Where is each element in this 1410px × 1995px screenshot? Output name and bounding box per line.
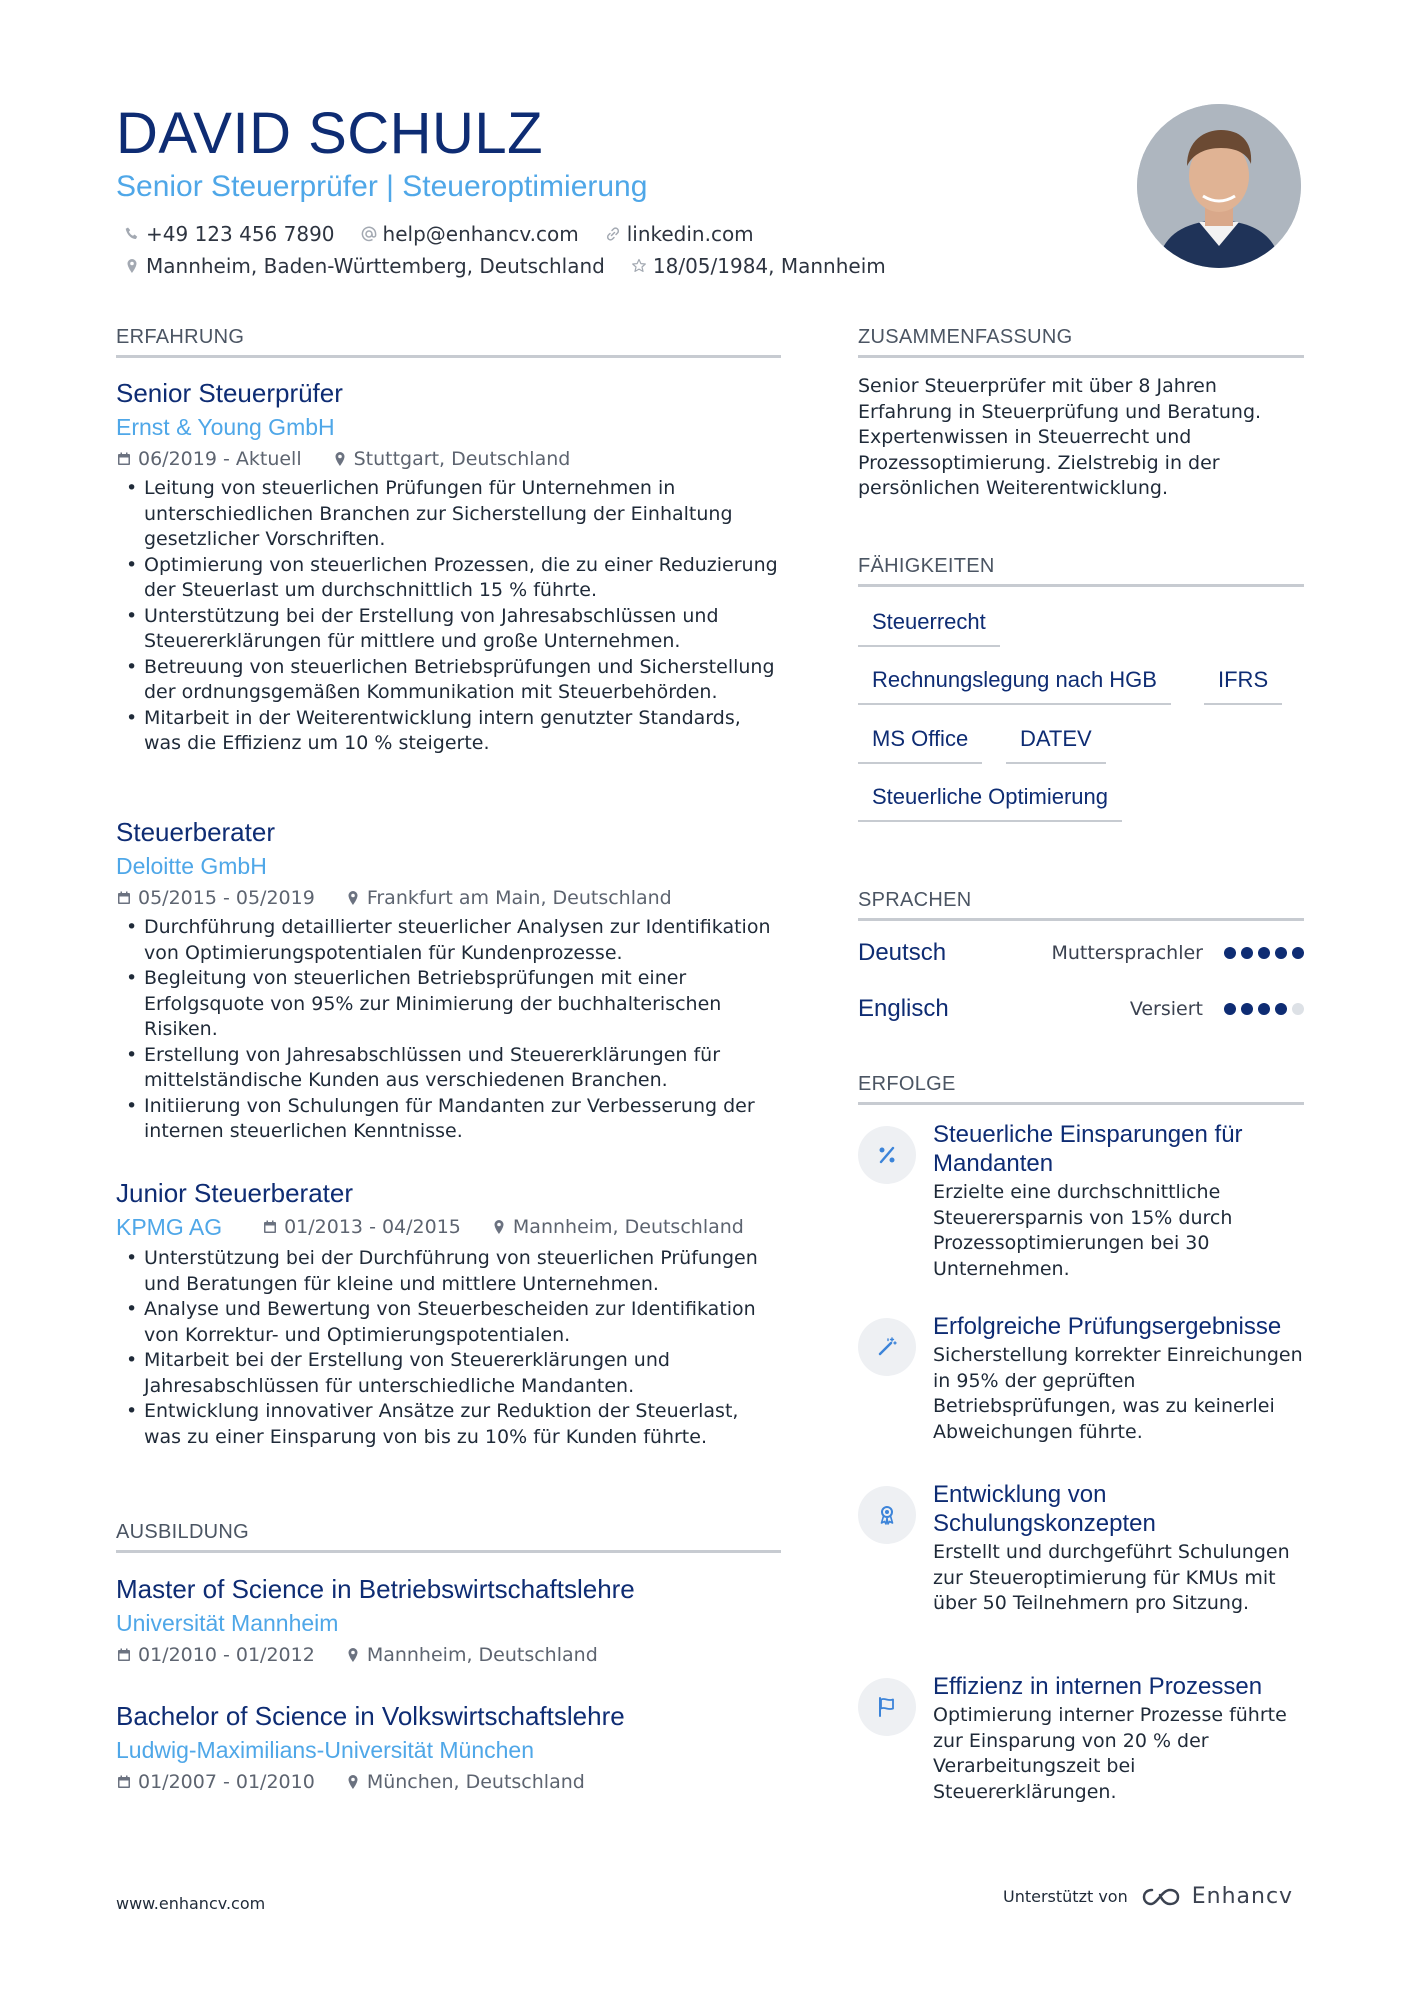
skill-tag: Rechnungslegung nach HGB [858,665,1171,705]
job-location [491,1212,744,1242]
job-location [332,444,571,474]
footer-powered-by[interactable] [1003,1884,1293,1909]
location-pin-icon [345,1647,361,1663]
language-level: Versiert [1129,998,1203,1020]
job-bullet: • Unterstützung bei der Durchführung von steuerlichen Prüfungen und Beratungen für kleine und mittlere Unternehmen. [116,1246,781,1297]
phone-icon [124,226,140,242]
job-dates [116,444,302,474]
phone-text: +49 123 456 7890 [146,222,335,246]
section-title-languages: SPRACHEN [858,889,1304,921]
job-bullet: • Unterstützung bei der Erstellung von Jahresabschlüssen und Steuererklärungen für mittlere und große Unternehmen. [116,604,781,655]
job-bullet: • Erstellung von Jahresabschlüssen und Steuererklärungen für mittelständische Kunden aus verschiedenen Branchen. [116,1043,781,1094]
skill-tag: Steuerrecht [858,607,1000,647]
job-bullet: • Initiierung von Schulungen für Mandanten zur Verbesserung der internen steuerlichen Kenntnisse. [116,1094,781,1145]
brand-name: Enhancv [1191,1884,1294,1909]
achievement-item [858,1480,1304,1617]
percent-icon [876,1144,898,1166]
avatar [1137,104,1301,268]
calendar-icon [116,1647,132,1663]
location-pin-icon [491,1219,507,1235]
section-title-experience: ERFAHRUNG [116,326,781,358]
job-bullet: • Mitarbeit bei der Erstellung von Steuererklärungen und Jahresabschlüssen für unterschiedliche Mandanten. [116,1348,781,1399]
achievement-desc: Erstellt und durchgeführt Schulungen zur Steueroptimierung für KMUs mit über 50 Teilnehmern pro Sitzung. [933,1541,1290,1614]
achievement-item [858,1312,1304,1445]
job-meta [116,883,781,913]
edu-dates [116,1640,315,1670]
magic-wand-icon [876,1336,898,1358]
job-role: Junior Steuerberater [116,1178,354,1208]
location-pin-icon [345,890,361,906]
job-location-text: Stuttgart, Deutschland [353,448,571,470]
footer-powered-text: Unterstützt von [1003,1887,1128,1906]
contact-birth [631,254,886,278]
edu-location [345,1640,598,1670]
rating-dot-filled [1241,1003,1253,1015]
rating-dot-filled [1292,947,1304,959]
contact-row-1 [124,222,780,246]
experience-item [116,1176,781,1450]
job-bullet: • Mitarbeit in der Weiterentwicklung intern genutzter Standards, was die Effizienz um 10 % steigerte. [116,706,781,757]
contact-email[interactable] [361,222,579,246]
achievement-icon-wrap [858,1318,916,1376]
contact-location [124,254,605,278]
rating-dot-filled [1258,947,1270,959]
achievement-icon-wrap [858,1678,916,1736]
job-dates-text: 01/2013 - 04/2015 [284,1216,461,1238]
education-item [116,1572,781,1670]
job-dates-text: 06/2019 - Aktuell [138,448,302,470]
achievement-icon-wrap [858,1126,916,1184]
job-meta [262,1212,744,1242]
education-item [116,1699,781,1797]
job-location-text: Frankfurt am Main, Deutschland [366,887,672,909]
skill-tag: MS Office [858,724,982,764]
language-rating [1219,1003,1304,1015]
edu-school[interactable]: Ludwig-Maximilians-Universität München [116,1737,534,1763]
location-pin-icon [124,258,140,274]
job-location [345,883,672,913]
calendar-icon [116,890,132,906]
edu-dates-text: 01/2007 - 01/2010 [138,1771,315,1793]
summary-text: Senior Steuerprüfer mit über 8 Jahren Erfahrung in Steuerprüfung und Beratung. Expertenwissen in Steuerrecht und Prozessoptimierung. Zielstrebig in der persönlichen Weiterentwicklung. [858,375,1262,499]
job-bullet: • Durchführung detaillierter steuerlicher Analysen zur Identifikation von Optimierungspotentialen für Kundenprozesse. [116,915,781,966]
email-text: help@enhancv.com [382,222,579,246]
job-location-text: Mannheim, Deutschland [512,1216,744,1238]
link-icon [605,226,621,242]
calendar-icon [116,451,132,467]
rating-dot-empty [1292,1003,1304,1015]
job-dates [262,1212,461,1242]
achievement-title: Steuerliche Einsparungen für Mandanten [933,1121,1243,1177]
job-meta [116,444,781,474]
achievement-item [858,1120,1304,1282]
language-rating [1219,947,1304,959]
edu-location-text: Mannheim, Deutschland [366,1644,598,1666]
candidate-headline: Senior Steuerprüfer | Steueroptimierung [116,170,648,203]
job-dates [116,883,315,913]
link-text: linkedin.com [626,222,754,246]
achievement-title: Effizienz in internen Prozessen [933,1673,1263,1700]
brand-logo [1140,1884,1293,1909]
language-item [858,939,1304,967]
job-role: Senior Steuerprüfer [116,378,343,408]
flag-icon [876,1696,898,1718]
calendar-icon [116,1774,132,1790]
job-bullet: • Begleitung von steuerlichen Betriebsprüfungen mit einer Erfolgsquote von 95% zur Minimierung der buchhalterischen Risiken. [116,966,781,1043]
infinity-logo-icon [1140,1885,1186,1909]
rating-dot-filled [1275,1003,1287,1015]
award-icon [876,1504,898,1526]
job-dates-text: 05/2015 - 05/2019 [138,887,315,909]
footer-website[interactable]: www.enhancv.com [116,1894,266,1913]
language-name: Englisch [858,995,949,1022]
job-bullet: • Leitung von steuerlichen Prüfungen für Unternehmen in unterschiedlichen Branchen zur Sicherstellung der Einhaltung gesetzlicher Vorschriften. [116,476,781,553]
skill-tag: IFRS [1204,665,1282,705]
candidate-name: DAVID SCHULZ [116,101,544,166]
job-bullet: • Betreuung von steuerlichen Betriebsprüfungen und Sicherstellung der ordnungsgemäßen Kommunikation mit Steuerbehörden. [116,655,781,706]
job-bullet: • Optimierung von steuerlichen Prozessen, die zu einer Reduzierung der Steuerlast um durchschnittlich 15 % führte. [116,553,781,604]
job-bullet: • Analyse und Bewertung von Steuerbescheiden zur Identifikation von Korrektur- und Optimierungspotentialen. [116,1297,781,1348]
rating-dot-filled [1258,1003,1270,1015]
rating-dot-filled [1241,947,1253,959]
experience-item [116,815,781,1145]
achievement-desc: Optimierung interner Prozesse führte zur Einsparung von 20 % der Verarbeitungszeit bei Steuererklärungen. [933,1704,1287,1803]
contact-phone[interactable] [124,222,335,246]
achievement-desc: Sicherstellung korrekter Einreichungen in 95% der geprüften Betriebsprüfungen, was zu keinerlei Abweichungen führte. [933,1344,1303,1443]
skill-tag: DATEV [1006,724,1106,764]
job-company[interactable]: KPMG AG [116,1214,223,1240]
star-icon [631,258,647,274]
location-pin-icon [345,1774,361,1790]
section-title-achievements: ERFOLGE [858,1073,1304,1105]
edu-location-text: München, Deutschland [366,1771,585,1793]
achievement-desc: Erzielte eine durchschnittliche Steuerersparnis von 15% durch Prozessoptimierungen bei 30 Unternehmen. [933,1181,1233,1280]
edu-location [345,1767,585,1797]
section-title-summary: ZUSAMMENFASSUNG [858,326,1304,358]
achievement-item [858,1672,1304,1805]
job-bullets [116,915,781,1145]
skill-tag: Steuerliche Optimierung [858,782,1122,822]
location-text: Mannheim, Baden-Württemberg, Deutschland [146,254,605,278]
birth-text: 18/05/1984, Mannheim [652,254,886,278]
at-icon [361,226,377,242]
job-company[interactable]: Ernst & Young GmbH [116,414,335,440]
rating-dot-filled [1275,947,1287,959]
achievement-title: Erfolgreiche Prüfungsergebnisse [933,1313,1282,1340]
calendar-icon [262,1219,278,1235]
contact-link[interactable] [605,222,754,246]
edu-dates [116,1767,315,1797]
edu-dates-text: 01/2010 - 01/2012 [138,1644,315,1666]
edu-meta [116,1767,781,1797]
language-item [858,995,1304,1023]
job-company-meta-row [116,1210,781,1244]
location-pin-icon [332,451,348,467]
edu-degree: Master of Science in Betriebswirtschaftslehre [116,1574,635,1604]
job-bullets [116,1246,781,1450]
job-bullets [116,476,781,757]
language-name: Deutsch [858,939,947,966]
job-bullet: • Entwicklung innovativer Ansätze zur Reduktion der Steuerlast, was zu einer Einsparung von bis zu 10% für Kunden führte. [116,1399,781,1450]
edu-degree: Bachelor of Science in Volkswirtschaftslehre [116,1701,625,1731]
job-company[interactable]: Deloitte GmbH [116,853,267,879]
language-level: Muttersprachler [1051,942,1203,964]
experience-item [116,376,781,757]
rating-dot-filled [1224,1003,1236,1015]
achievement-icon-wrap [858,1486,916,1544]
profile-photo [1137,104,1301,268]
edu-school[interactable]: Universität Mannheim [116,1610,339,1636]
edu-meta [116,1640,781,1670]
achievement-title: Entwicklung von Schulungskonzepten [933,1481,1156,1537]
section-title-education: AUSBILDUNG [116,1521,781,1553]
contact-row-2 [124,254,912,278]
job-role: Steuerberater [116,817,275,847]
section-title-skills: FÄHIGKEITEN [858,555,1304,587]
rating-dot-filled [1224,947,1236,959]
